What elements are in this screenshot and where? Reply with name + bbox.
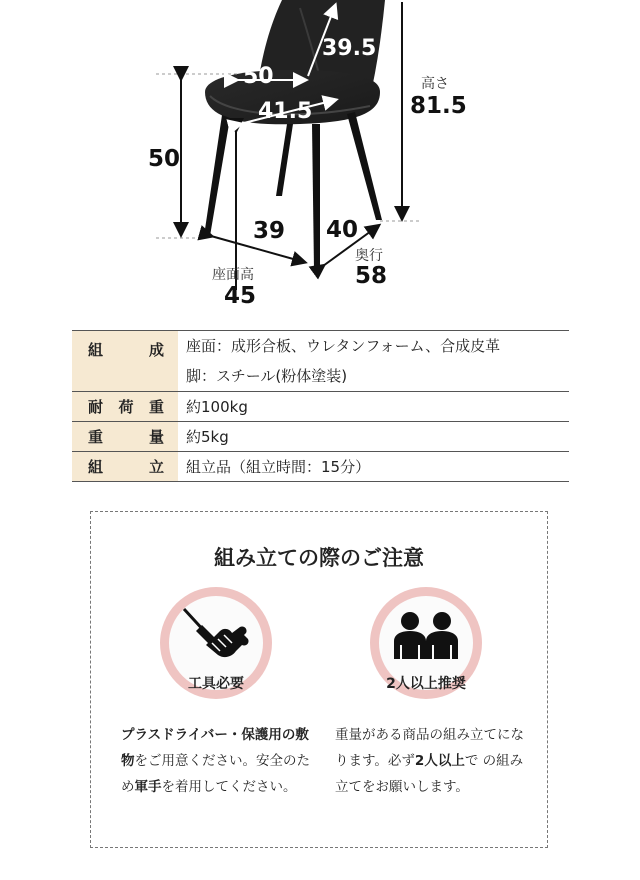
tools-required-badge [160,587,272,699]
notice-title: 組み立ての際のご注意 [214,546,424,570]
seat-height-value: 45 [224,283,257,309]
spec-table [72,330,569,482]
emphasis-text: プラスドライバー・保護用の敷物 [121,727,309,769]
chair-illustration [0,0,640,320]
notice-text-part: で の組み立てをお願いします。 [335,753,524,795]
spec-line: 座面：成形合板、ウレタンフォーム、合成皮革 [186,337,501,355]
depth-label: 奥行 [355,248,383,264]
spec-head-composition: 組成 [72,331,178,392]
dim-seat-width: 50 [243,64,274,89]
tools-notice-text [121,722,311,800]
spec-head-load: 耐荷重 [72,392,178,422]
chair-dimension-diagram [0,0,640,320]
assembly-notice-box [90,511,548,848]
dim-front-width: 39 [253,218,286,244]
seat-height-label: 座面高 [212,267,254,283]
notice-text-part: を着用してください。 [161,779,297,795]
spec-line: 脚：スチール(粉体塗装) [186,367,348,385]
dim-seat-depth: 41.5 [258,99,313,124]
two-people-badge [370,587,482,699]
emphasis-text: 軍手 [134,779,162,795]
dim-seat-height-side: 50 [148,146,181,172]
spec-value-composition [178,331,569,392]
two-people-notice-text [335,722,525,800]
two-people-label: 2人以上推奨 [386,676,466,692]
depth-value: 58 [355,263,388,289]
table-row [72,422,569,452]
spec-head-weight: 重量 [72,422,178,452]
table-row [72,392,569,422]
emphasis-text: 2人以上 [414,753,465,769]
spec-head-assembly: 組立 [72,452,178,482]
spec-value-weight: 約5kg [186,428,229,446]
dim-side-depth: 40 [326,217,359,243]
height-value: 81.5 [410,93,467,119]
table-row [72,331,569,392]
notice-text-part: をご用意ください。安全のため [121,753,310,795]
table-row [72,452,569,482]
height-label: 高さ [421,76,449,92]
dim-top-diagonal: 39.5 [322,36,377,61]
tools-required-label: 工具必要 [188,676,244,692]
notice-text-part: 重量がある商品の組み立てになります。必ず [335,727,524,769]
spec-value-load: 約100kg [186,398,248,416]
spec-value-assembly: 組立品（組立時間：15分） [186,458,371,476]
